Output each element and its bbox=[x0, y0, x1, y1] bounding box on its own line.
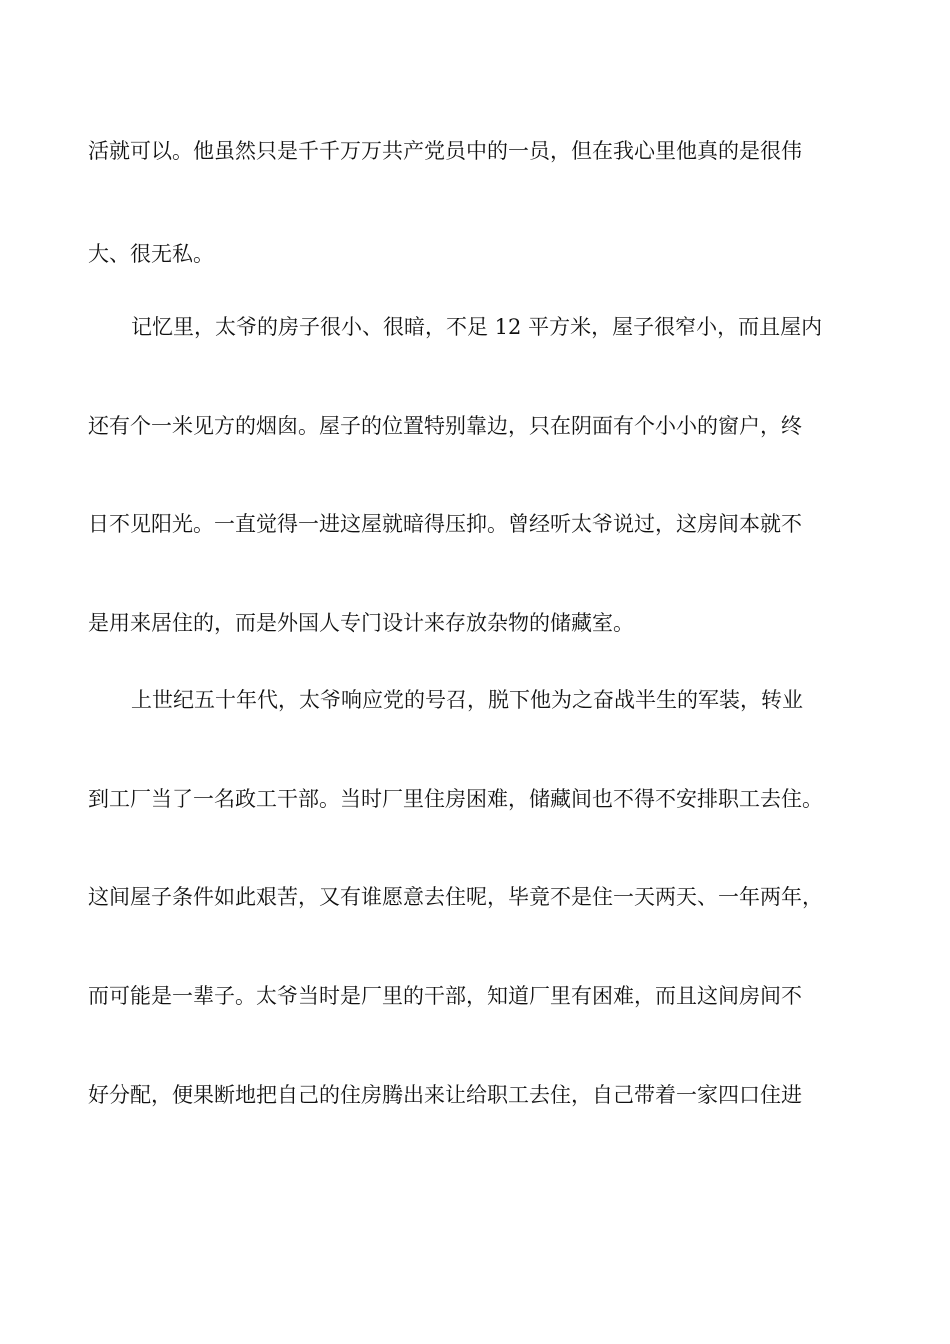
text-line: 这间屋子条件如此艰苦，又有谁愿意去住呢，毕竟不是住一天两天、一年两年， bbox=[88, 885, 823, 909]
paragraph-first-line: 记忆里，太爷的房子很小、很暗，不足 12 平方米，屋子很窄小，而且屋内 bbox=[131, 315, 823, 339]
text-line: 好分配，便果断地把自己的住房腾出来让给职工去住，自己带着一家四口住进 bbox=[88, 1083, 802, 1107]
text-line: 到工厂当了一名政工干部。当时厂里住房困难，储藏间也不得不安排职工去住。 bbox=[88, 787, 823, 811]
text-line: 日不见阳光。一直觉得一进这屋就暗得压抑。曾经听太爷说过，这房间本就不 bbox=[88, 512, 802, 536]
text-line: 是用来居住的，而是外国人专门设计来存放杂物的储藏室。 bbox=[88, 611, 634, 635]
text-line: 大、很无私。 bbox=[88, 242, 214, 266]
text-line: 活就可以。他虽然只是千千万万共产党员中的一员，但在我心里他真的是很伟 bbox=[88, 139, 802, 163]
paragraph-first-line: 上世纪五十年代，太爷响应党的号召，脱下他为之奋战半生的军装，转业 bbox=[131, 688, 803, 712]
text-line: 而可能是一辈子。太爷当时是厂里的干部，知道厂里有困难，而且这间房间不 bbox=[88, 984, 802, 1008]
text-line: 还有个一米见方的烟囱。屋子的位置特别靠边，只在阴面有个小小的窗户，终 bbox=[88, 414, 802, 438]
